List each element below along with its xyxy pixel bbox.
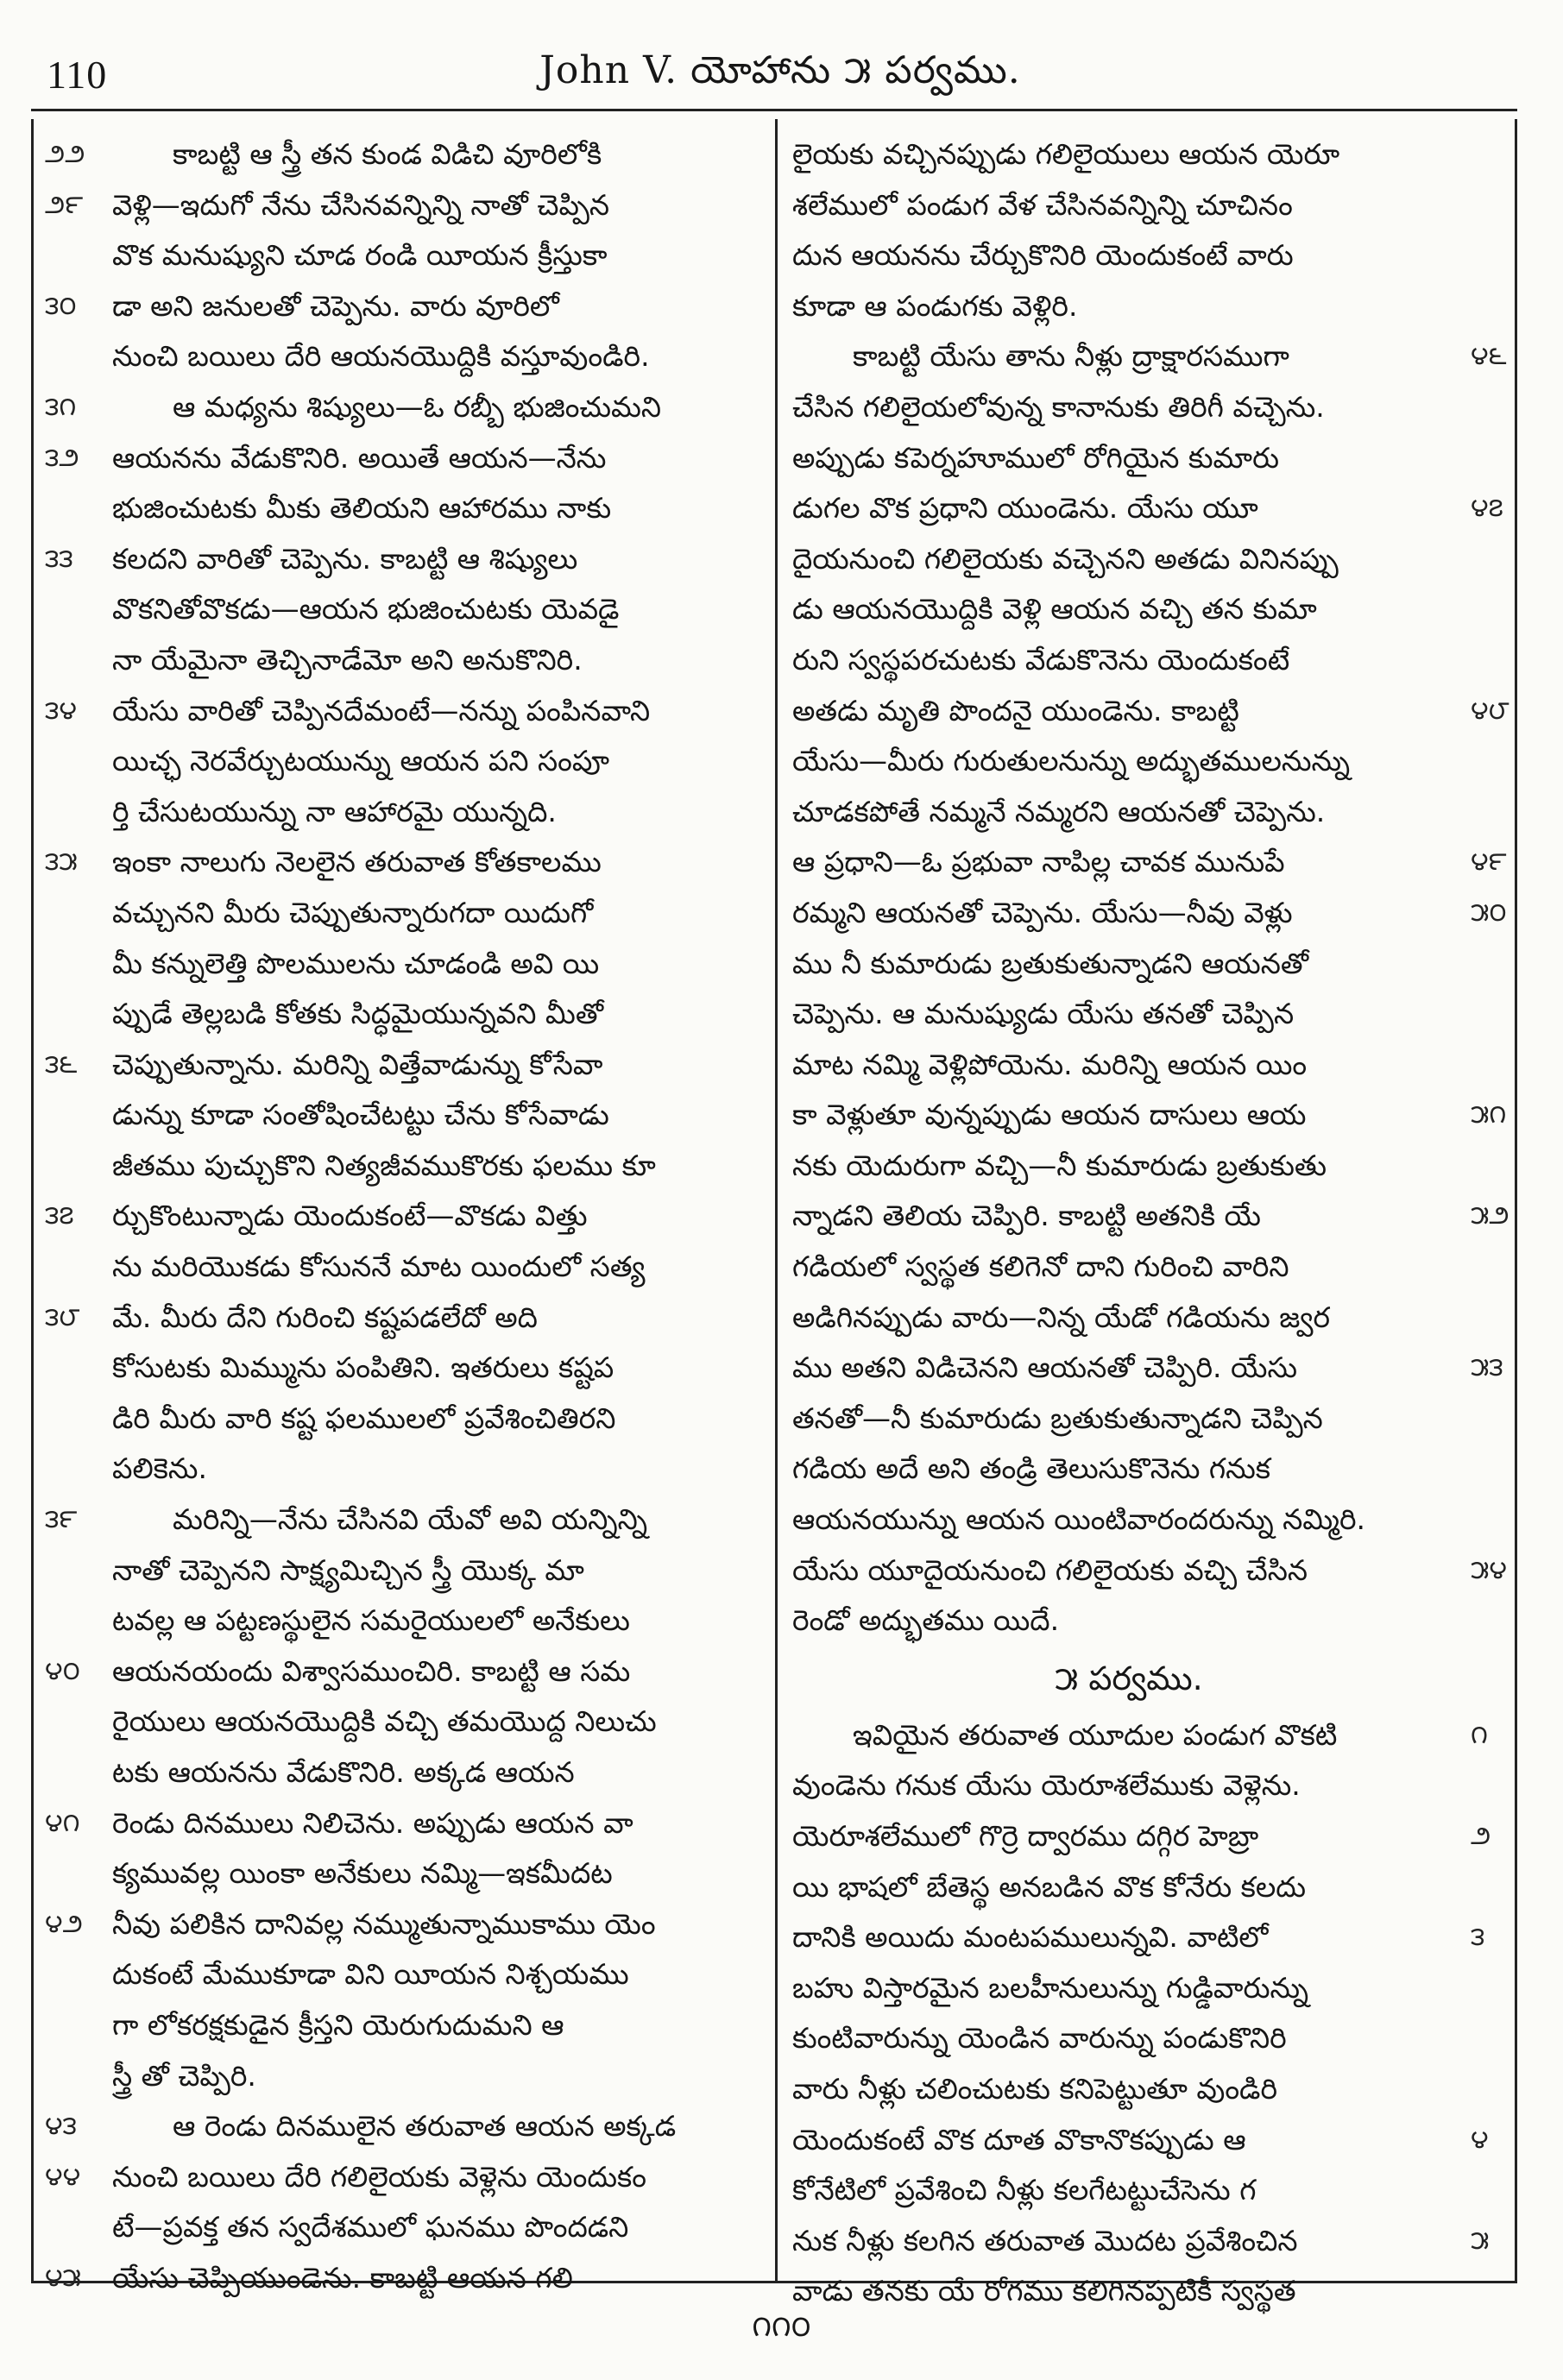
verse-number: ౪౮ (1471, 695, 1509, 726)
verse-number: ౫౩ (1471, 1352, 1503, 1383)
verse-number: ౪౩ (45, 2111, 77, 2142)
text-line (112, 1242, 803, 1293)
text-line (792, 1394, 1465, 1445)
line-text: కలదని వారితో చెప్పెను. కాబట్టి ఆ శిష్యులు (112, 541, 578, 576)
verse-number: ౪౭ (1471, 493, 1503, 524)
verse-number: ౩౪ (45, 695, 77, 726)
text-line (792, 584, 1465, 635)
line-text: నుక నీళ్లు కలగిన తరువాత మొదట ప్రవేశించిన (792, 2223, 1298, 2257)
line-text: ఆయనను వేడుకొనిరి. అయితే ఆయన—నేను (112, 440, 607, 475)
right-column-top (792, 129, 1509, 1646)
text-line (792, 1760, 1465, 1811)
line-text: రమ్మని ఆయనతో చెప్పెను. యేసు—నీవు వెళ్లు (792, 895, 1293, 929)
line-text: వొక మనుష్యుని చూడ రండి యీయన క్రీస్తుకా (112, 238, 608, 273)
line-text: రెండో అద్భుతము యిదే. (792, 1603, 1060, 1638)
line-text: యేసు చెప్పియుండెను. కాబట్టి ఆయన గలి (112, 2260, 573, 2295)
line-text: కాబట్టి ఆ స్త్రీ తన కుండ విడిచి వూరిలోకి (173, 137, 602, 171)
line-text: యెరూశలేములో గొర్రె ద్వారము దగ్గిర హెబ్రా (792, 1819, 1259, 1853)
text-line (112, 2000, 803, 2051)
text-line (792, 433, 1465, 484)
verse-number: ౩౮ (45, 1301, 80, 1332)
verse-number: ౩౫ (45, 847, 78, 878)
line-text: నీవు పలికిన దానివల్ల నమ్ముతున్నాముకాము యెం (112, 1906, 656, 1941)
line-text: చెప్పుతున్నాను. మరిన్ని విత్తేవాడున్ను కోసేవా (112, 1047, 603, 1081)
line-text: రెండు దినములు నిలిచెను. అప్పుడు ఆయన వా (112, 1805, 633, 1840)
verse-number: ౪౦ (45, 1655, 80, 1686)
text-line (45, 2101, 803, 2152)
line-text: ఇంకా నాలుగు నెలలైన తరువాత కోతకాలము (112, 845, 602, 879)
line-text: వుండెను గనుక యేసు యెరూశలేముకు వెళ్లెను. (792, 1768, 1301, 1803)
text-line (112, 787, 803, 838)
line-text: టకు ఆయనను వేడుకొనిరి. అక్కడ ఆయన (112, 1755, 575, 1789)
text-line (112, 1596, 803, 1646)
verse-number: ౧ (1471, 1719, 1488, 1750)
line-text: మరిన్ని—నేను చేసినవి యేవో అవి యన్నిన్ని (173, 1502, 647, 1537)
text-line (792, 1495, 1465, 1546)
text-line (792, 1343, 1503, 1394)
verse-number: ౫ (1471, 2225, 1490, 2256)
text-line (45, 180, 803, 231)
text-line (792, 331, 1507, 382)
verse-number: ౩౦ (45, 290, 77, 321)
text-line (112, 483, 803, 534)
verse-number: ౫౪ (1471, 1554, 1507, 1585)
line-text: తనతో—నీ కుమారుడు బ్రతుకుతున్నాడని చెప్పిన (792, 1401, 1323, 1435)
line-text: కోనేటిలో ప్రవేశించి నీళ్లు కలగేటట్టుచేసెను గ (792, 2173, 1257, 2207)
footer-page-number: ౧౧౦ (752, 2309, 811, 2344)
line-text: నా యేమైనా తెచ్చినాడేమో అని అనుకొనిరి. (112, 642, 583, 677)
line-text: నుంచి బయిలు దేరి ఆయనయొద్దికి వస్తూవుండిరి. (112, 339, 650, 374)
right-column (792, 129, 1509, 2317)
line-text: డు ఆయనయొద్దికి వెళ్లి ఆయన వచ్చి తన కుమా (792, 592, 1317, 626)
line-text: మీ కన్నులెత్తి పొలములను చూడండి అవి యి (112, 946, 600, 980)
chapter-heading: ౫ పర్వము. (1055, 1659, 1203, 1697)
line-text: గా లోకరక్షకుడైన క్రీస్తని యెరుగుదుమని ఆ (112, 2007, 564, 2042)
line-text: ము నీ కుమారుడు బ్రతుకుతున్నాడని ఆయనతో (792, 946, 1309, 980)
line-text: రుని స్వస్థపరచుటకు వేడుకొనెను యెందుకంటే (792, 642, 1290, 677)
line-text: ర్చుకొంటున్నాడు యెందుకంటే—వొకడు విత్తు (112, 1199, 588, 1233)
text-line (792, 1293, 1465, 1344)
line-text: దానికి అయిదు మంటపములున్నవి. వాటిలో (792, 1920, 1269, 1955)
line-text: కా వెళ్లుతూ వున్నప్పుడు ఆయన దాసులు ఆయ (792, 1098, 1307, 1132)
line-text: ప్పుడే తెల్లబడి కోతకు సిద్ధమైయున్నవని మీతో (112, 997, 604, 1031)
line-text: ను మరియొకడు కోసుననే మాట యిందులో సత్య (112, 1250, 646, 1284)
text-line (112, 1343, 803, 1394)
text-line (792, 837, 1507, 888)
line-text: టే—ప్రవక్త తన స్వదేశములో ఘనము పొందడని (112, 2210, 629, 2245)
line-text: ఆయనయందు విశ్వాసముంచిరి. కాబట్టి ఆ సమ (112, 1653, 631, 1688)
line-text: వచ్చునని మీరు చెప్పుతున్నారుగదా యిదుగో (112, 895, 594, 929)
line-text: గడియ అదే అని తండ్రి తెలుసుకొనెను గనుక (792, 1451, 1270, 1486)
text-line (792, 1090, 1507, 1141)
verse-number: ౪౯ (1471, 847, 1507, 878)
text-line (112, 1697, 803, 1747)
line-text: అప్పుడు కపెర్నహూములో రోగియైన కుమారు (792, 440, 1280, 475)
verse-number: ౩౨ (45, 442, 79, 473)
text-line (45, 1495, 803, 1546)
verse-number: ౩ (1471, 1922, 1485, 1953)
verse-number: ౪౧ (45, 1807, 80, 1838)
line-text: టవల్ల ఆ పట్టణస్థులైన సమరైయులలో అనేకులు (112, 1603, 630, 1638)
text-line (112, 1949, 803, 2000)
line-text: రైయులు ఆయనయొద్దికి వచ్చి తమయొద్ద నిలుచు (112, 1704, 657, 1739)
line-text: ర్తి చేసుటయున్ను నా ఆహారమై యున్నది. (112, 794, 557, 828)
left-column (45, 129, 803, 2304)
text-line (792, 2115, 1489, 2166)
line-text: యి భాషలో బేతెస్థ అనబడిన వొక కోనేరు కలదు (792, 1869, 1306, 1904)
verse-number: ౩౯ (45, 1504, 78, 1535)
text-line (45, 1293, 803, 1344)
line-text: కాబట్టి యేసు తాను నీళ్లు ద్రాక్షారసముగా (853, 339, 1289, 374)
text-line (112, 1444, 803, 1495)
text-line (112, 1747, 803, 1798)
text-line (45, 129, 803, 180)
text-line (792, 2013, 1465, 2064)
page-header (41, 36, 1519, 114)
verse-number: ౫౨ (1471, 1200, 1509, 1231)
text-line (45, 1899, 803, 1950)
text-line (792, 888, 1507, 939)
verse-number: ౪౨ (45, 1908, 83, 1939)
text-line (792, 1811, 1491, 1862)
text-line (45, 2253, 803, 2304)
right-column-bottom (792, 1710, 1491, 2317)
text-line (45, 1646, 803, 1697)
line-text: మే. మీరు దేని గురించి కష్టపడలేదో అది (112, 1300, 538, 1334)
verse-number: ౨ (1471, 1821, 1491, 1851)
text-line (792, 686, 1509, 737)
running-title: John V. యోహాను ౫ పర్వము. (539, 48, 1021, 92)
text-line (792, 939, 1465, 990)
line-text: యిచ్ఛ నెరవేర్చుటయున్ను ఆయన పని సంపూ (112, 744, 610, 778)
text-line (112, 939, 803, 990)
text-line (112, 635, 803, 686)
line-text: ఆ మధ్యను శిష్యులు—ఓ రబ్బీ భుజించుమని (173, 389, 662, 424)
line-text: న్నాడని తెలియ చెప్పిరి. కాబట్టి అతనికి యే (792, 1199, 1261, 1233)
text-line (45, 1040, 803, 1091)
text-line (45, 686, 803, 737)
text-line (792, 1141, 1465, 1192)
text-line (792, 1191, 1509, 1242)
verse-number: ౪ (1471, 2124, 1489, 2155)
verse-number: ౪౫ (45, 2262, 81, 2293)
text-line (792, 787, 1465, 838)
line-text: కోసుటకు మిమ్మును పంపితిని. ఇతరులు కష్టప (112, 1351, 614, 1385)
line-text: చూడకపోతే నమ్మనే నమ్మరని ఆయనతో చెప్పెను. (792, 794, 1326, 828)
line-text: ఆయనయున్ను ఆయన యింటివారందరున్ను నమ్మిరి. (792, 1502, 1366, 1537)
text-line (792, 1710, 1488, 1761)
verse-number: ౩౬ (45, 1048, 78, 1080)
line-text: ము అతని విడిచెనని ఆయనతో చెప్పిరి. యేసు (792, 1351, 1298, 1385)
line-text: నాతో చెప్పెనని సాక్ష్యమిచ్చిన స్త్రీ యొక్క మా (112, 1552, 584, 1587)
line-text: యేసు—మీరు గురుతులనున్ను అద్భుతములనున్ను (792, 744, 1351, 778)
line-text: చెప్పెను. ఆ మనుష్యుడు యేసు తనతో చెప్పిన (792, 997, 1295, 1031)
text-line (792, 1596, 1465, 1646)
line-text: డా అని జనులతో చెప్పెను. వారు వూరిలో (112, 288, 559, 323)
text-line (792, 2216, 1490, 2267)
text-line (792, 180, 1465, 231)
text-line (45, 1798, 803, 1849)
text-line (792, 1546, 1507, 1596)
text-line (792, 129, 1465, 180)
line-text: వొకనితోవొకడు—ఆయన భుజించుటకు యెవడై (112, 592, 620, 626)
verse-number: ౫౦ (1471, 897, 1507, 928)
line-text: వాడు తనకు యే రోగము కలిగినప్పటికీ స్వస్థత (792, 2274, 1296, 2308)
verse-number: ౫౧ (1471, 1099, 1507, 1130)
text-line (792, 230, 1465, 281)
line-text: గడియలో స్వస్థత కలిగెనో దాని గురించి వారిని (792, 1250, 1289, 1284)
text-line (792, 1963, 1465, 2014)
header-rule (31, 109, 1517, 111)
line-text: చేసిన గలిలైయలోవున్న కానానుకు తిరిగీ వచ్చెను. (792, 389, 1325, 424)
line-text: జీతము పుచ్చుకొని నిత్యజీవముకొరకు ఫలము కూ (112, 1148, 656, 1182)
text-line (112, 2202, 803, 2253)
page-number: 110 (47, 53, 108, 97)
text-line (792, 736, 1465, 787)
text-line (45, 534, 803, 585)
text-line (792, 1242, 1465, 1293)
line-text: లైయకు వచ్చినప్పుడు గలిలైయులు ఆయన యెరూ (792, 137, 1340, 171)
line-text: క్యమువల్ల యింకా అనేకులు నమ్మి—ఇకమీదట (112, 1856, 613, 1891)
line-text: ఇవియైన తరువాత యూదుల పండుగ వొకటి (853, 1717, 1338, 1752)
text-line (45, 2152, 803, 2203)
text-line (45, 382, 803, 433)
text-line (45, 837, 803, 888)
line-text: నకు యెదురుగా వచ్చి—నీ కుమారుడు బ్రతుకుతు (792, 1148, 1327, 1182)
verse-number: ౨౨ (45, 139, 85, 169)
text-line (112, 2051, 803, 2102)
text-line (112, 888, 803, 939)
text-line (112, 331, 803, 382)
text-line (792, 635, 1465, 686)
line-text: అడిగినప్పుడు వారు—నిన్న యేడో గడియను జ్వర (792, 1300, 1331, 1334)
text-line (792, 382, 1465, 433)
line-text: డుగల వొక ప్రధాని యుండెను. యేసు యూ (792, 491, 1258, 526)
text-line (792, 1912, 1485, 1963)
line-text: ఆ రెండు దినములైన తరువాత ఆయన అక్కడ (173, 2109, 677, 2144)
verse-number: ౩౧ (45, 391, 77, 422)
text-line (792, 483, 1503, 534)
text-line (792, 2064, 1465, 2115)
verse-number: ౪౬ (1471, 341, 1507, 372)
line-text: వెళ్లి—ఇదుగో నేను చేసినవన్నిన్ని నాతో చెప్పిన (112, 187, 610, 222)
text-line (112, 1090, 803, 1141)
text-line (792, 1040, 1465, 1091)
text-line (792, 2165, 1465, 2216)
line-text: నుంచి బయిలు దేరి గలిలైయకు వెళ్లెను యెందుకం (112, 2159, 646, 2194)
line-text: డున్ను కూడా సంతోషించేటట్టు చేను కోసేవాడు (112, 1098, 609, 1132)
line-text: అతడు మృతి పొందనై యుండెను. కాబట్టి (792, 693, 1239, 727)
line-text: ఆ ప్రధాని—ఓ ప్రభువా నాపిల్ల చావక మునుపే (792, 845, 1285, 879)
text-line (112, 1141, 803, 1192)
line-text: స్త్రీ తో చెప్పిరి. (112, 2058, 256, 2093)
line-text: డిరి మీరు వారి కష్ట ఫలములలో ప్రవేశించితిరని (112, 1401, 616, 1435)
line-text: దుకంటే మేముకూడా విని యీయన నిశ్చయము (112, 1957, 629, 1992)
text-line (45, 433, 803, 484)
text-line (112, 584, 803, 635)
verse-number: ౪౪ (45, 2161, 81, 2192)
line-text: వారు నీళ్లు చలించుటకు కనిపెట్టుతూ వుండిరి (792, 2071, 1278, 2106)
text-line (112, 1546, 803, 1596)
line-text: యేసు యూదైయనుంచి గలిలైయకు వచ్చి చేసిన (792, 1552, 1308, 1587)
line-text: కుంటివారున్ను యెండిన వారున్ను పండుకొనిరి (792, 2021, 1287, 2056)
line-text: దైయనుంచి గలిలైయకు వచ్చెనని అతడు వినినప్పు (792, 541, 1339, 576)
text-line (112, 989, 803, 1040)
line-text: యేసు వారితో చెప్పినదేమంటే—నన్ను పంపినవాని (112, 693, 651, 727)
text-line (45, 1191, 803, 1242)
verse-number: ౨౯ (45, 189, 84, 220)
text-line (792, 281, 1465, 332)
text-line (112, 736, 803, 787)
line-text: యెందుకంటే వొక దూత వొకానొకప్పుడు ఆ (792, 2122, 1246, 2156)
line-text: కూడా ఆ పండుగకు వెళ్లిరి. (792, 288, 1078, 323)
text-line (792, 1444, 1465, 1495)
line-text: దున ఆయనను చేర్చుకొనిరి యెందుకంటే వారు (792, 238, 1294, 273)
line-text: మాట నమ్మి వెళ్లిపోయెను. మరిన్ని ఆయన యిం (792, 1047, 1308, 1081)
text-line (45, 281, 803, 332)
line-text: శలేములో పండుగ వేళ చేసినవన్నిన్ని చూచినం (792, 187, 1293, 222)
text-line (112, 1394, 803, 1445)
line-text: భుజించుటకు మీకు తెలియని ఆహారము నాకు (112, 491, 612, 526)
text-line (792, 1862, 1465, 1913)
text-line (112, 230, 803, 281)
verse-number: ౩౭ (45, 1200, 74, 1231)
text-line (792, 989, 1465, 1040)
line-text: బహు విస్తారమైన బలహీనులున్ను గుడ్డివారున్ను (792, 1970, 1309, 2005)
verse-number: ౩౩ (45, 543, 73, 574)
text-line (112, 1848, 803, 1899)
line-text: పలికెను. (112, 1451, 207, 1486)
text-line (792, 534, 1465, 585)
